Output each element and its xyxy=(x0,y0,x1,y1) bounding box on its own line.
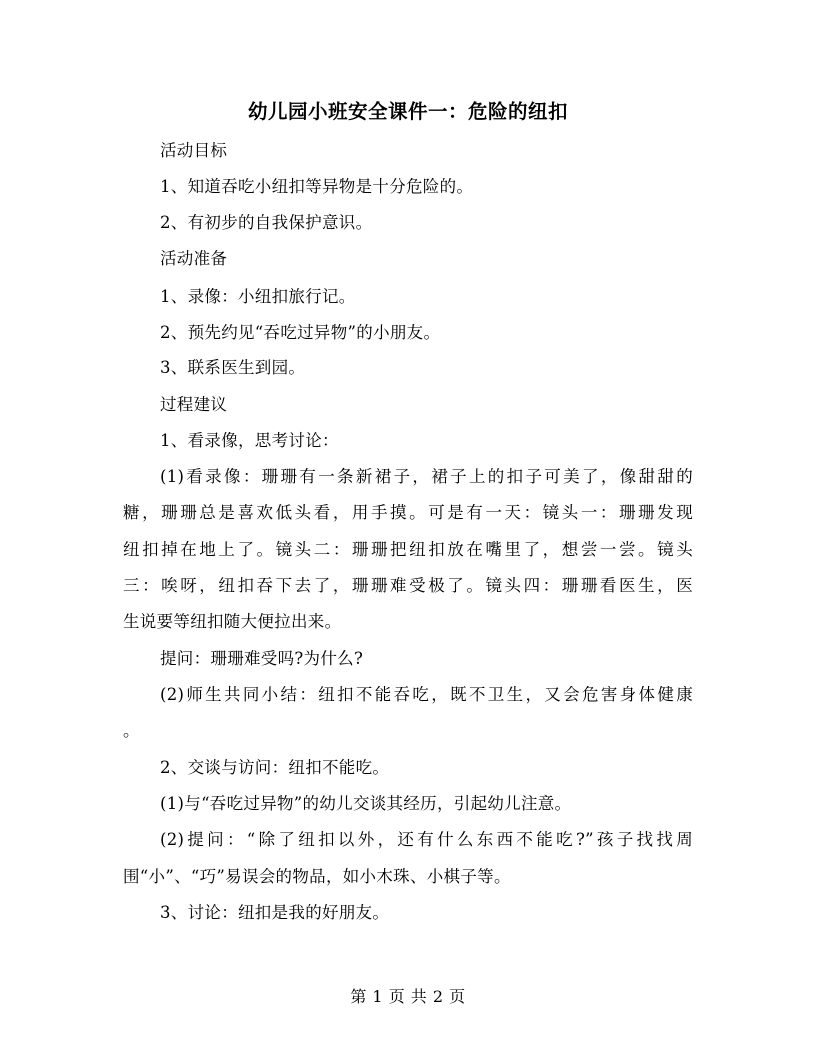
page-number-footer: 第 1 页 共 2 页 xyxy=(350,987,466,1006)
paragraph-line: 纽扣掉在地上了。镜头二：珊珊把纽扣放在嘴里了，想尝一尝。镜头 xyxy=(123,540,693,559)
section-heading-preparation: 活动准备 xyxy=(160,249,228,268)
paragraph-line: 三：唉呀，纽扣吞下去了，珊珊难受极了。镜头四：珊珊看医生，医 xyxy=(123,576,693,595)
paragraph-line: 。 xyxy=(123,721,140,740)
paragraph-line: 1、看录像，思考讨论： xyxy=(160,431,339,450)
section-heading-goals: 活动目标 xyxy=(160,141,228,160)
paragraph-line: 2、交谈与访问：纽扣不能吃。 xyxy=(160,758,390,777)
paragraph-line: 糖，珊珊总是喜欢低头看，用手摸。可是有一天：镜头一：珊珊发现 xyxy=(123,503,693,522)
paragraph-line: (1)与“吞吃过异物”的幼儿交谈其经历，引起幼儿注意。 xyxy=(160,794,572,813)
paragraph-line: 3、讨论：纽扣是我的好朋友。 xyxy=(160,903,390,922)
paragraph-line: (2)师生共同小结：纽扣不能吞吃，既不卫生，又会危害身体健康 xyxy=(160,685,693,704)
paragraph-line: 围“小”、“巧”易误会的物品，如小木珠、小棋子等。 xyxy=(123,867,511,886)
paragraph-line: (1)看录像：珊珊有一条新裙子，裙子上的扣子可美了，像甜甜的 xyxy=(160,467,693,486)
paragraph-line: 2、有初步的自我保护意识。 xyxy=(160,213,373,232)
paragraph-line: 生说要等纽扣随大便拉出来。 xyxy=(123,612,342,631)
paragraph-line: 1、录像：小纽扣旅行记。 xyxy=(160,287,356,306)
paragraph-line: 3、联系医生到园。 xyxy=(160,358,306,377)
section-heading-process: 过程建议 xyxy=(160,395,228,414)
paragraph-line: 2、预先约见“吞吃过异物”的小朋友。 xyxy=(160,323,441,342)
document-title: 幼儿园小班安全课件一：危险的纽扣 xyxy=(247,100,568,123)
paragraph-line: 提问：珊珊难受吗?为什么? xyxy=(160,649,364,668)
paragraph-line: (2)提问：“除了纽扣以外，还有什么东西不能吃?”孩子找找周 xyxy=(160,830,693,849)
paragraph-line: 1、知道吞吃小纽扣等异物是十分危险的。 xyxy=(160,177,474,196)
